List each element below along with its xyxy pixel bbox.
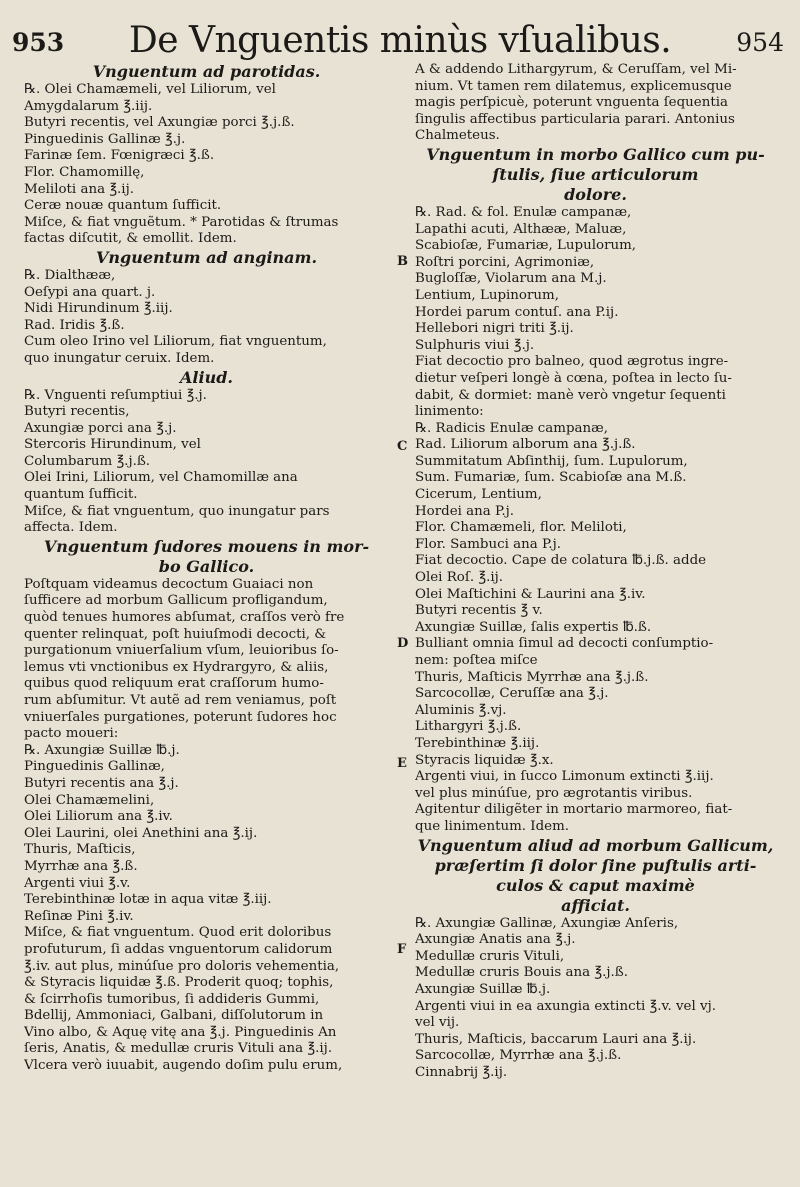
text-line: Olei Irini, Liliorum, vel Chamomillæ ana <box>24 470 298 486</box>
text-line: Miſce, & fiat vnguẽtum. * Parotidas & ſtrumas <box>24 214 339 230</box>
text-line: Bdellij, Ammoniaci, Galbani, diſſolutorum in <box>24 1008 324 1024</box>
text-line: Bulliant omnia ſimul ad decocti conſumptio- <box>415 636 714 652</box>
text-line: Cinnabrij ℥.ij. <box>415 1064 508 1080</box>
text-line: Rad. Liliorum alborum ana ℥.j.ß. <box>415 437 636 453</box>
text-line: Miſce, & fiat vnguentum, quo inungatur pars <box>24 503 330 519</box>
text-line: Olei Chamæmelini, <box>24 792 155 808</box>
text-line: Olei Maſtichini & Laurini ana ℥.iv. <box>415 586 646 602</box>
text-line: ℞. Radicis Enulæ campanæ, <box>415 420 609 436</box>
text-line: lemus vti vnctionibus ex Hydrargyro, & aliis, <box>24 659 329 675</box>
text-line: Lithargyri ℥.j.ß. <box>415 719 522 735</box>
section-heading: culos & caput maximè <box>496 875 695 895</box>
text-line: Poſtquam videamus decoctum Guaiaci non <box>24 576 314 592</box>
text-line: Amygdalarum ℥.iij. <box>24 98 153 114</box>
text-line: ℞. Axungiæ Gallinæ, Axungiæ Anſeris, <box>415 915 679 931</box>
margin-letter-b: B <box>397 254 408 269</box>
text-line: pacto moueri: <box>24 726 119 742</box>
text-line: Axungiæ Anatis ana ℥.j. <box>415 932 576 948</box>
text-line: rum abſumitur. Vt autẽ ad rem veniamus, poſt <box>24 693 337 708</box>
text-line: nem: poſtea miſce <box>415 653 538 668</box>
running-title: De Vnguentis minùs vſualibus. <box>128 20 672 61</box>
text-line: Pinguedinis Gallinæ, <box>24 759 165 775</box>
text-line: quenter relinquat, poſt huiuſmodi decocti, & <box>24 626 327 642</box>
left-column <box>10 62 395 1081</box>
text-line: Terebinthinæ lotæ in aqua vitæ ℥.iij. <box>24 892 272 908</box>
text-line: Vino albo, & Aquę vitę ana ℥.j. Pinguedinis An <box>24 1024 337 1040</box>
text-line: quantum ſufficit. <box>24 487 138 503</box>
text-line: Nidi Hirundinum ℥.iij. <box>24 301 173 317</box>
text-line: Aluminis ℥.vj. <box>415 702 507 718</box>
text-line: Flor. Chamomillę, <box>24 164 145 180</box>
text-line: Medullæ cruris Vituli, <box>415 948 565 964</box>
text-line: Argenti viui ℥.v. <box>24 875 131 891</box>
margin-letter-d: D <box>397 636 409 651</box>
text-line: Roſtri porcini, Agrimoniæ, <box>415 254 595 270</box>
text-line: & ſcirrhoſis tumoribus, ſi addideris Gummi, <box>24 991 320 1007</box>
section-heading: dolore. <box>564 184 627 204</box>
text-line: Ceræ nouæ quantum ſufficit. <box>24 198 222 214</box>
text-line: Argenti viui in ea axungia extincti ℥.v. vel vj. <box>415 998 716 1014</box>
section-heading: bo Gallico. <box>158 556 255 576</box>
text-line: Styracis liquidæ ℥.x. <box>415 752 554 768</box>
text-line: Stercoris Hirundinum, vel <box>24 437 201 453</box>
text-line: Lapathi acuti, Althææ, Maluæ, <box>415 221 627 237</box>
text-line: Flor. Sambuci ana P.j. <box>415 536 561 552</box>
section-heading: ſtulis, ſiue articulorum <box>492 164 699 184</box>
text-line: Sum. Fumariæ, ſum. Scabioſæ ana M.ß. <box>415 470 687 486</box>
text-line: Pinguedinis Gallinæ ℥.j. <box>24 131 186 147</box>
right-column <box>395 62 780 1081</box>
text-line: Medullæ cruris Bouis ana ℥.j.ß. <box>415 965 628 981</box>
text-line: Flor. Chamæmeli, flor. Meliloti, <box>415 520 627 536</box>
text-line: Olei Liliorum ana ℥.iv. <box>24 809 173 825</box>
text-line: quòd tenues humores abſumat, craſſos verò fre <box>24 610 345 626</box>
text-line: vel vij. <box>415 1015 460 1031</box>
text-line: Thuris, Maſticis Myrrhæ ana ℥.j.ß. <box>415 669 649 685</box>
section-heading: Vnguentum in morbo Gallico cum pu- <box>426 144 765 164</box>
text-line: Argenti viui, in ſucco Limonum extincti ℥.iij. <box>415 769 714 785</box>
text-line: vniuerſales purgationes, poterunt ſudores hoc <box>24 709 337 725</box>
text-line: dabit, & dormiet: manè verò vngetur ſequenti <box>415 387 726 403</box>
text-line: Butyri recentis ℥ v. <box>415 603 543 619</box>
text-line: ℞. Vnguenti reſumptiui ℥.j. <box>24 387 207 403</box>
text-line: Lentium, Lupinorum, <box>415 287 559 303</box>
section-heading: afficiat. <box>561 895 630 915</box>
text-line: affecta. Idem. <box>24 520 118 536</box>
text-line: Butyri recentis, vel Axungiæ porci ℥.j.ß. <box>24 115 295 131</box>
text-line: Chalmeteus. <box>415 128 500 144</box>
text-line: Reſinæ Pini ℥.iv. <box>24 908 134 924</box>
text-line: magis perſpicuè, poterunt vnguenta ſequentia <box>415 95 728 111</box>
text-line: Fiat decoctio. Cape de colatura ℔.j.ß. adde <box>415 553 707 569</box>
text-line: quo inungatur ceruix. Idem. <box>24 350 215 366</box>
section-heading: Aliud. <box>180 367 233 387</box>
text-line: Rad. Iridis ℥.ß. <box>24 317 125 333</box>
section-heading: Vnguentum ad anginam. <box>95 247 318 267</box>
text-line: Hordei ana P.j. <box>415 503 514 519</box>
text-line: Olei Laurini, olei Anethini ana ℥.ij. <box>24 825 258 841</box>
section-heading: Vnguentum aliud ad morbum Gallicum, <box>417 835 774 855</box>
text-line: vel plus minúſue, pro ægrotantis viribus. <box>415 785 693 801</box>
text-line: & Styracis liquidæ ℥.ß. Proderit quoq; tophis, <box>24 975 334 991</box>
text-line: quibus quod reliquum erat craſſorum humo- <box>24 676 324 692</box>
text-line: Miſce, & fiat vnguentum. Quod erit doloribus <box>24 925 332 941</box>
text-line: que linimentum. Idem. <box>415 818 570 834</box>
text-line: Axungiæ Suillæ, ſalis expertis ℔.ß. <box>415 619 652 635</box>
text-line: Scabioſæ, Fumariæ, Lupulorum, <box>415 238 637 254</box>
text-line: Summitatum Abſinthij, ſum. Lupulorum, <box>415 453 688 469</box>
section-heading: Vnguentum ad parotidas. <box>92 62 321 81</box>
text-line: Axungiæ porci ana ℥.j. <box>24 420 177 436</box>
text-line: A & addendo Lithargyrum, & Ceruſſam, vel Mi- <box>415 62 737 77</box>
text-line: Terebinthinæ ℥.iij. <box>415 735 540 751</box>
text-line: Cicerum, Lentium, <box>415 487 542 503</box>
text-line: Thuris, Maſticis, <box>24 842 136 858</box>
text-line: Myrrhæ ana ℥.ß. <box>24 858 138 874</box>
text-line: dietur veſperi longè à cœna, poſtea in lecto ſu- <box>415 370 732 386</box>
text-line: Sarcocollæ, Ceruſſæ ana ℥.j. <box>415 686 609 702</box>
text-line: ſeris, Anatis, & medullæ cruris Vituli ana ℥.ij. <box>24 1041 333 1057</box>
text-line: ℞. Olei Chamæmeli, vel Liliorum, vel <box>24 82 276 97</box>
text-line: Sarcocollæ, Myrrhæ ana ℥.j.ß. <box>415 1048 622 1064</box>
text-line: Agitentur diligẽter in mortario marmoreo, fiat- <box>415 802 733 818</box>
text-line: nium. Vt tamen rem dilatemus, explicemusque <box>415 78 732 94</box>
text-line: Columbarum ℥.j.ß. <box>24 453 151 469</box>
text-line: Meliloti ana ℥.ij. <box>24 181 134 197</box>
page-number-left: 953 <box>12 28 65 57</box>
text-line: Farinæ ſem. Fœnigræci ℥.ß. <box>24 148 215 164</box>
text-line: Oeſypi ana quart. j. <box>24 284 156 300</box>
text-line: Cum oleo Irino vel Liliorum, fiat vnguentum, <box>24 334 327 350</box>
text-line: Fiat decoctio pro balneo, quod ægrotus ingre- <box>415 354 729 370</box>
page-number-right: 954 <box>736 28 784 57</box>
margin-letter-f: F <box>397 942 407 957</box>
text-line: ℞. Rad. & fol. Enulæ campanæ, <box>415 204 632 220</box>
text-line: Thuris, Maſticis, baccarum Lauri ana ℥.ij. <box>415 1031 697 1047</box>
text-line: Butyri recentis ana ℥.j. <box>24 775 179 791</box>
text-line: purgationum vniuerſalium vſum, leuioribus ſo- <box>24 643 339 659</box>
text-line: Hordei parum contuſ. ana P.ij. <box>415 304 619 320</box>
text-line: ℞. Axungiæ Suillæ ℔.j. <box>24 742 180 758</box>
text-line: factas diſcutit, & emollit. Idem. <box>24 231 237 247</box>
text-line: ℥.iv. aut plus, minúſue pro doloris vehementia, <box>24 958 340 974</box>
text-line: ſingulis affectibus particularia parari. Antonius <box>415 111 735 127</box>
text-line: Vlcera verò iuuabit, augendo doſim pulu erum, <box>24 1058 343 1074</box>
text-line: profuturum, ſi addas vnguentorum calidorum <box>24 941 333 957</box>
text-line: linimento: <box>415 404 484 420</box>
text-line: ℞. Dialthææ, <box>24 267 116 283</box>
margin-letter-e: E <box>397 756 407 771</box>
text-line: Hellebori nigri triti ℥.ij. <box>415 321 574 337</box>
margin-letter-c: C <box>397 439 408 454</box>
text-line: Bugloſſæ, Violarum ana M.j. <box>415 271 607 287</box>
section-heading: præſertim ſi dolor ſine puſtulis arti- <box>434 855 757 875</box>
text-line: Sulphuris viui ℥.j. <box>415 337 535 353</box>
section-heading: Vnguentum ſudores mouens in mor- <box>43 536 370 556</box>
page-header <box>0 0 800 61</box>
text-columns <box>10 62 790 1081</box>
text-line: Axungiæ Suillæ ℔.j. <box>415 981 551 997</box>
text-line: ſufficere ad morbum Gallicum profligandum, <box>24 593 328 609</box>
text-line: Olei Roſ. ℥.ij. <box>415 570 504 586</box>
text-line: Butyri recentis, <box>24 404 130 420</box>
